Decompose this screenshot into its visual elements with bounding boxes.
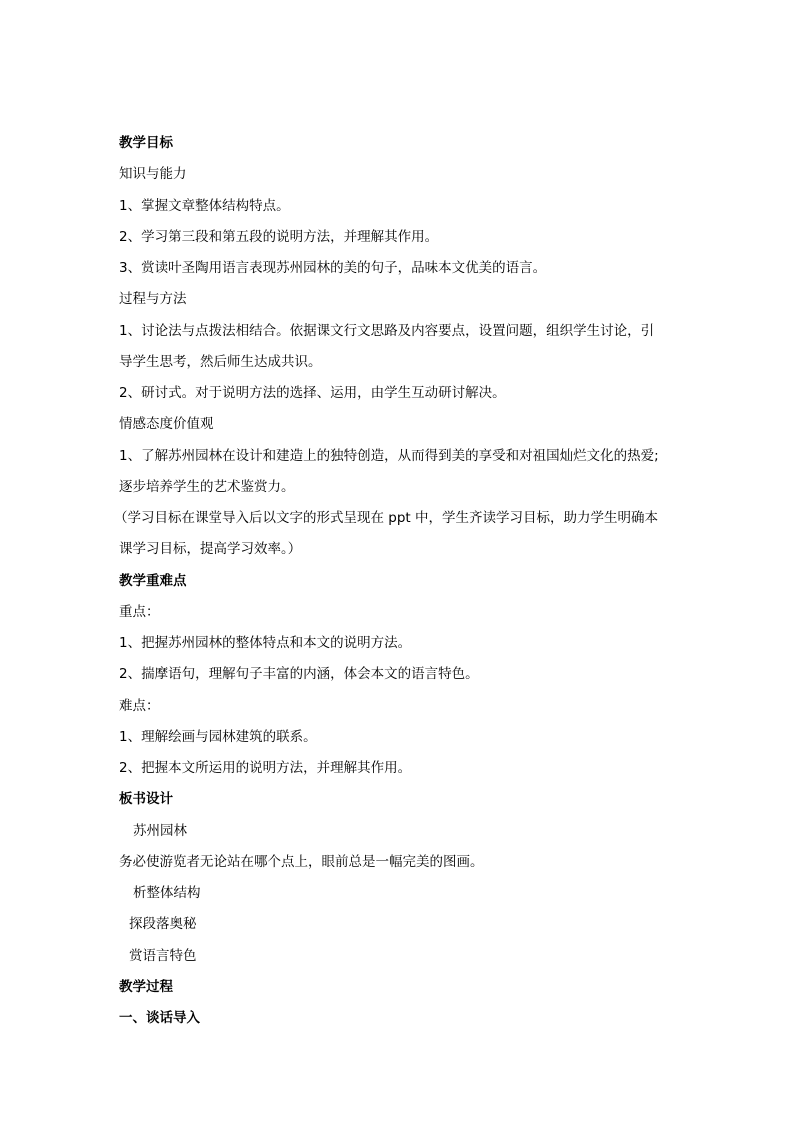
paragraph: 务必使游览者无论站在哪个点上，眼前总是一幅完美的图画。	[119, 854, 484, 870]
heading-teaching-process: 教学过程	[119, 979, 173, 995]
heading-conversation-intro: 一、谈话导入	[119, 1010, 200, 1026]
paragraph: 导学生思考，然后师生达成共识。	[119, 354, 322, 370]
subheading-knowledge-ability: 知识与能力	[119, 166, 187, 182]
heading-board-design: 板书设计	[119, 791, 173, 807]
paragraph: 课学习目标，提高学习效率。）	[119, 541, 302, 557]
heading-teaching-objectives: 教学目标	[119, 135, 173, 151]
subheading-emotion-values: 情感态度价值观	[119, 416, 214, 432]
subheading-process-method: 过程与方法	[119, 291, 187, 307]
paragraph: （学习目标在课堂导入后以文字的形式呈现在 ppt 中，学生齐读学习目标，助力学生明确本	[114, 510, 659, 526]
paragraph: 1、了解苏州园林在设计和建造上的独特创造，从而得到美的享受和对祖国灿烂文化的热爱;	[119, 448, 659, 464]
board-item: 析整体结构	[133, 885, 201, 901]
paragraph: 1、掌握文章整体结构特点。	[119, 198, 290, 214]
heading-key-difficult-points: 教学重难点	[119, 573, 187, 589]
subheading-key-points: 重点：	[119, 604, 160, 620]
board-item: 探段落奥秘	[129, 916, 197, 932]
subheading-difficult-points: 难点：	[119, 698, 160, 714]
paragraph: 1、讨论法与点拨法相结合。依据课文行文思路及内容要点，设置问题，组织学生讨论，引	[119, 323, 655, 339]
paragraph: 2、揣摩语句，理解句子丰富的内涵，体会本文的语言特色。	[119, 666, 479, 682]
paragraph: 逐步培养学生的艺术鉴赏力。	[119, 479, 295, 495]
paragraph: 1、理解绘画与园林建筑的联系。	[119, 729, 317, 745]
paragraph: 2、研讨式。对于说明方法的选择、运用，由学生互动研讨解决。	[119, 385, 506, 401]
paragraph: 3、赏读叶圣陶用语言表现苏州园林的美的句子，品味本文优美的语言。	[119, 260, 547, 276]
board-item: 赏语言特色	[129, 948, 197, 964]
paragraph: 2、把握本文所运用的说明方法，并理解其作用。	[119, 760, 412, 776]
paragraph: 2、学习第三段和第五段的说明方法，并理解其作用。	[119, 229, 439, 245]
board-title: 苏州园林	[133, 823, 187, 839]
paragraph: 1、把握苏州园林的整体特点和本文的说明方法。	[119, 635, 412, 651]
